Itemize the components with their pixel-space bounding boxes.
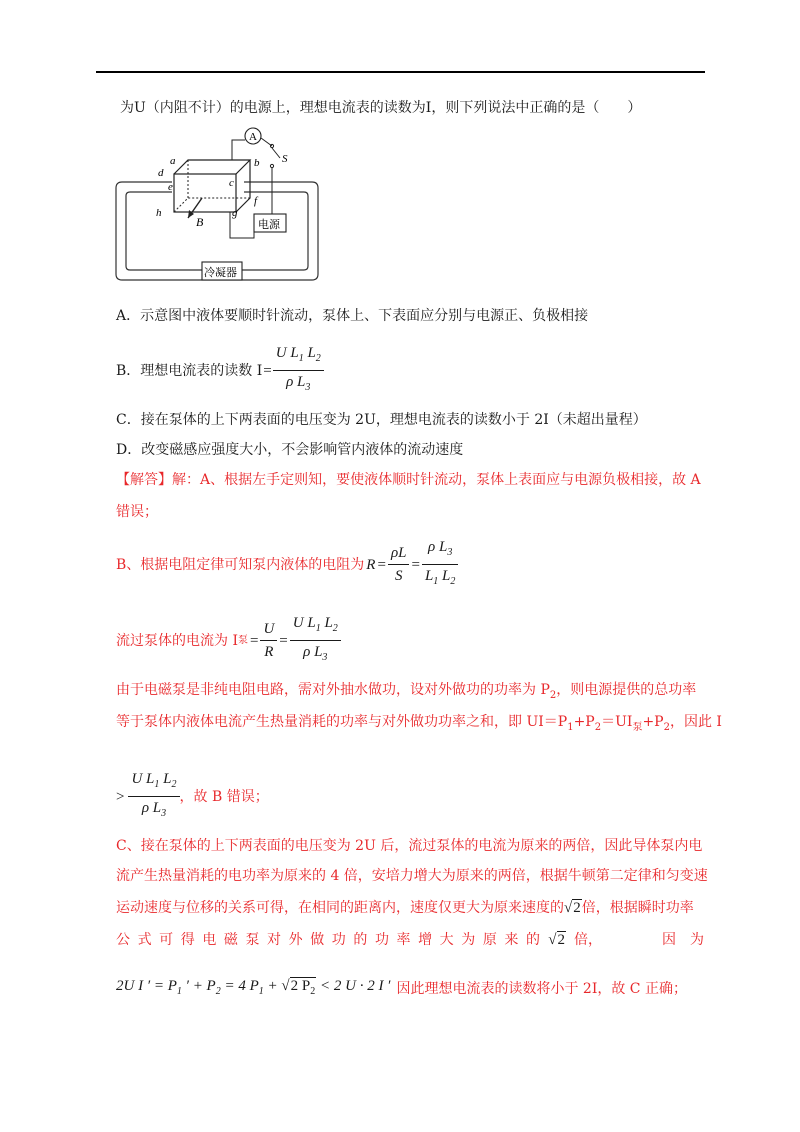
answer-b-resistance: B、根据电阻定律可知泵内液体的电阻为 R = $\frac{\rho L}{S}$ = $\frac{\rho L_3}{L_1 L_2}$	[116, 538, 458, 591]
justified-char: 为	[461, 932, 476, 948]
pump-body	[174, 174, 236, 212]
label-a: a	[170, 155, 176, 167]
power-label: 电源	[258, 219, 280, 231]
option-b-formula: $\frac{U L_1 L_2}{\rho L_3}$	[273, 344, 324, 397]
justified-char: 原	[482, 932, 497, 948]
equals-sign: =	[263, 362, 272, 379]
justified-char: 大	[439, 932, 454, 948]
pump-diagram	[112, 124, 324, 284]
answer-a-text: 解：A、根据左手定则知，要使液体顺时针流动，泵体上表面应与电源负极相接，故 A	[172, 472, 701, 488]
option-b	[116, 344, 324, 397]
justified-char: 率	[396, 932, 411, 948]
condenser-label: 冷凝器	[204, 267, 237, 279]
justified-char: 功	[331, 932, 346, 948]
current-sub: 泵	[237, 634, 248, 646]
answer-c-line-2: 流产生热量消耗的电功率为原来的 4 倍，安培力增大为原来的两倍，根据牛顿第二定律和匀变速	[116, 868, 708, 884]
justified-char: 功	[374, 932, 389, 948]
label-f: f	[254, 195, 258, 207]
answer-b-intro: B、根据电阻定律可知泵内液体的电阻为	[116, 556, 365, 573]
justified-char: 对	[267, 932, 282, 948]
answer-b-p2: 等于泵体内液体电流产生热量消耗的功率与对外做功功率之和，即 $UI=P_1+P_2=UI_泵+P_2$，因此 I	[116, 714, 722, 733]
answer-b-current: 流过泵体的电流为 I 泵 = $\frac{U}{R}$ = $\frac{U L_1 L_2}{\rho L_3}$	[116, 614, 341, 667]
answer-c-line-1: C、接在泵体的上下两表面的电压变为 2U 后，流过泵体的电流为原来的两倍，因此导体泵内电	[116, 838, 703, 854]
justified-char: 的	[525, 932, 540, 948]
justified-char: 外	[288, 932, 303, 948]
justified-char: 做	[310, 932, 325, 948]
answer-b-p1: 由于电磁泵是非纯电阻电路，需对外抽水做功，设对外做功的功率为 $P_2$，则电源提供的总功率	[116, 682, 697, 701]
justified-char: 泵	[245, 932, 260, 948]
answer-b-conclusion: > $\frac{U L_1 L_2}{\rho L_3}$ ，故 B 错误；	[116, 771, 269, 819]
option-a: A．示意图中液体要顺时针流动，泵体上、下表面应分别与电源正、负极相接	[116, 308, 589, 324]
label-d: d	[158, 167, 164, 179]
label-g: g	[232, 207, 238, 219]
justified-char: 磁	[223, 932, 238, 948]
justified-char: 来	[504, 932, 519, 948]
current-intro: 流过泵体的电流为 I	[116, 632, 238, 649]
label-e: e	[168, 181, 173, 193]
label-A: A	[249, 131, 257, 143]
answer-line-2: 错误；	[116, 504, 158, 520]
c-conclusion-text: 因此理想电流表的读数将小于 2I，故 C 正确；	[396, 981, 687, 997]
option-c: C．接在泵体的上下两表面的电压变为 2U，理想电流表的读数小于 2I（未超出量程）	[116, 412, 647, 428]
option-b-text: B．理想电流表的读数 I	[116, 362, 263, 379]
option-d: D．改变磁感应强度大小，不会影响管内液体的流动速度	[116, 442, 464, 458]
justified-char: 公	[116, 932, 130, 948]
label-S: S	[282, 153, 288, 165]
label-B: B	[196, 215, 204, 229]
label-b: b	[254, 157, 260, 169]
label-c: c	[229, 177, 234, 189]
justified-char: 可	[159, 932, 174, 948]
justified-char: 增	[418, 932, 433, 948]
answer-c-line-3: 运动速度与位移的关系可得，在相同的距离内，速度仅更大为原来速度的 √2 倍，根据瞬时功率	[116, 900, 694, 916]
answer-tag: 【解答】	[116, 472, 172, 488]
b-conclusion-text: ，故 B 错误；	[179, 788, 269, 805]
justified-char: 式	[137, 932, 152, 948]
question-stem: 为U（内阻不计）的电源上，理想电流表的读数为I，则下列说法中正确的是（ ）	[120, 100, 642, 116]
header-rule	[96, 71, 705, 73]
label-h: h	[156, 207, 162, 219]
answer-c-equation: 2U I ′ = $P_1$ ′ + $P_2 = 4$ $P_1 + √2$ $P_2 < 2$ U · 2 I ′ 因此理想电流表的读数将小于 2I，故 C 正确；	[116, 978, 687, 997]
switch-icon	[272, 148, 280, 158]
answer-line-1	[116, 470, 701, 490]
justified-char: 电	[202, 932, 217, 948]
justified-char: 的	[353, 932, 368, 948]
answer-c-line-4: 公 式 可 得 电 磁 泵 对 外 做 功 的 功 率 增 大 为 原 来 的 √2 倍， 因 为	[116, 932, 704, 948]
justified-char: 得	[180, 932, 195, 948]
